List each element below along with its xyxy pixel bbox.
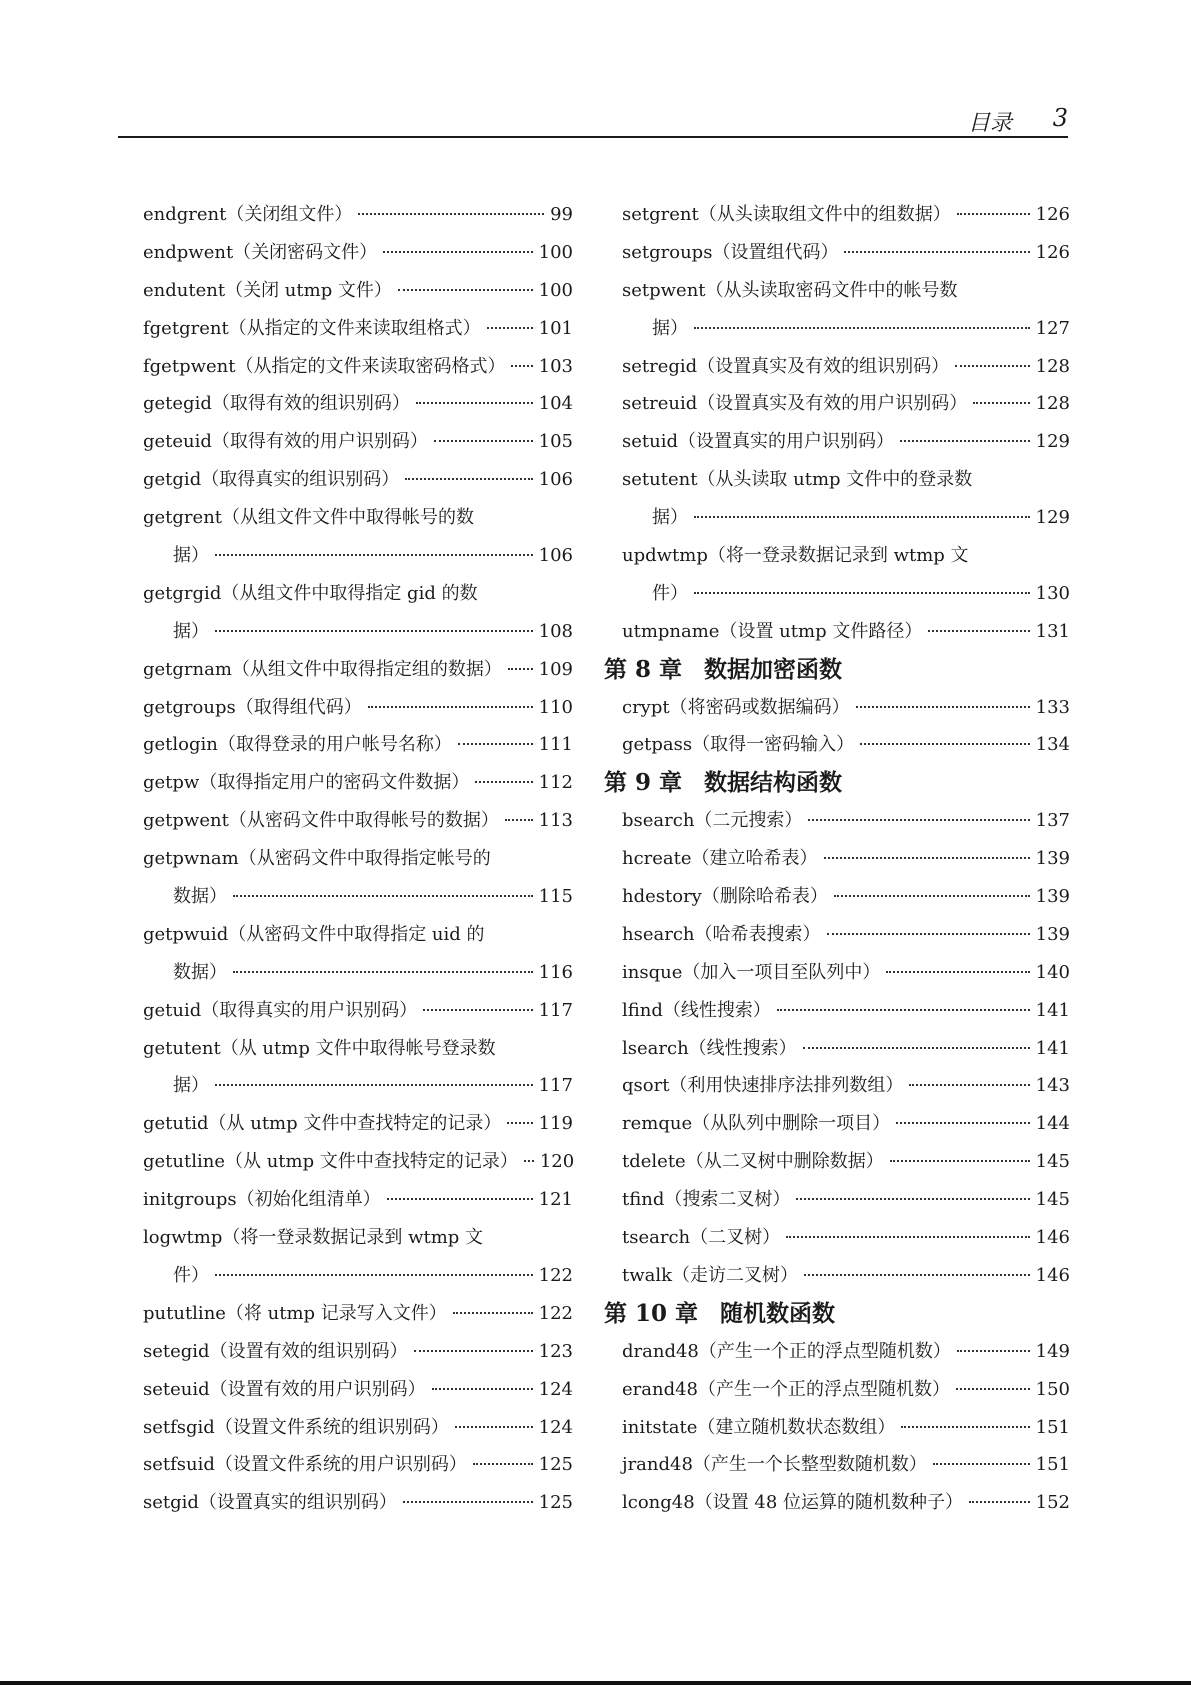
entry-text: getgrent（从组文件文件中取得帐号的数 (143, 507, 475, 529)
toc-entry[interactable] (622, 1446, 1070, 1484)
toc-entry[interactable] (622, 1105, 1070, 1143)
toc-entry[interactable] (143, 1409, 573, 1447)
entry-text: getuid（取得真实的用户识别码） (143, 999, 418, 1021)
toc-entry[interactable] (143, 651, 573, 689)
entry-text: 据） (173, 545, 209, 567)
toc-entry[interactable] (143, 1105, 573, 1143)
entry-text: 件） (652, 582, 688, 604)
dot-leader (824, 856, 1030, 859)
entry-text: getutid（从 utmp 文件中查找特定的记录） (143, 1113, 502, 1135)
entry-text: bsearch（二元搜索） (622, 810, 803, 832)
toc-entry[interactable] (143, 802, 573, 840)
chapter-heading (604, 764, 1070, 802)
toc-entry[interactable] (143, 726, 573, 764)
entry-page-number: 128 (1035, 393, 1070, 415)
entry-page-number: 108 (538, 620, 573, 642)
page-number: 3 (1052, 104, 1068, 132)
dot-leader (973, 401, 1029, 404)
entry-page-number: 119 (538, 1113, 573, 1135)
toc-entry[interactable] (622, 234, 1070, 272)
entry-page-number: 139 (1035, 923, 1070, 945)
dot-leader (777, 1008, 1030, 1011)
toc-entry[interactable] (143, 954, 573, 992)
page-header (118, 100, 1068, 138)
dot-leader (455, 1425, 533, 1428)
dot-leader (453, 1311, 533, 1314)
entry-text: getpwnam（从密码文件中取得指定帐号的 (143, 848, 491, 870)
entry-page-number: 104 (538, 393, 573, 415)
entry-page-number: 124 (538, 1416, 573, 1438)
toc-entry[interactable] (622, 272, 1070, 310)
entry-page-number: 129 (1035, 431, 1070, 453)
entry-text: setutent（从头读取 utmp 文件中的登录数 (622, 469, 973, 491)
header-rule (118, 136, 1068, 138)
entry-page-number: 106 (538, 545, 573, 567)
entry-page-number: 151 (1035, 1416, 1070, 1438)
entry-text: hdestory（删除哈希表） (622, 886, 828, 908)
entry-page-number: 122 (538, 1264, 573, 1286)
toc-entry[interactable] (622, 348, 1070, 386)
entry-text: initstate（建立随机数状态数组） (622, 1416, 896, 1438)
entry-text: getgroups（取得组代码） (143, 696, 362, 718)
dot-leader (524, 1159, 534, 1162)
entry-text: utmpname（设置 utmp 文件路径） (622, 620, 923, 642)
dot-leader (487, 326, 533, 329)
toc-entry[interactable] (143, 423, 573, 461)
dot-leader (508, 667, 533, 670)
entry-text: tfind（搜索二叉树） (622, 1189, 791, 1211)
toc-entry[interactable] (622, 1257, 1070, 1295)
toc-entry[interactable] (622, 1067, 1070, 1105)
entry-page-number: 100 (538, 241, 573, 263)
entry-text: getpwent（从密码文件中取得帐号的数据） (143, 810, 499, 832)
dot-leader (786, 1235, 1030, 1238)
toc-entry[interactable] (622, 499, 1070, 537)
entry-text: 据） (173, 620, 209, 642)
toc-entry[interactable] (143, 1371, 573, 1409)
entry-page-number: 143 (1035, 1075, 1070, 1097)
entry-page-number: 117 (538, 1075, 573, 1097)
toc-right-column (604, 196, 1070, 1522)
dot-leader (928, 629, 1029, 632)
entry-page-number: 116 (538, 961, 573, 983)
entry-page-number: 130 (1035, 582, 1070, 604)
toc-entry[interactable] (143, 992, 573, 1030)
toc-entry[interactable] (143, 878, 573, 916)
entry-page-number: 112 (538, 772, 573, 794)
toc-entry[interactable] (622, 954, 1070, 992)
toc-entry[interactable] (622, 992, 1070, 1030)
entry-page-number: 141 (1035, 1037, 1070, 1059)
toc-entry[interactable] (622, 575, 1070, 613)
chapter-heading (604, 1295, 1070, 1333)
entry-text: getutline（从 utmp 文件中查找特定的记录） (143, 1151, 518, 1173)
entry-text: qsort（利用快速排序法排列数组） (622, 1075, 904, 1097)
entry-text: 据） (652, 317, 688, 339)
chapter-number: 第 9 章 (604, 769, 683, 797)
entry-page-number: 115 (538, 886, 573, 908)
entry-text: fgetgrent（从指定的文件来读取组格式） (143, 317, 481, 339)
entry-text: remque（从队列中删除一项目） (622, 1113, 891, 1135)
toc-entry[interactable] (622, 310, 1070, 348)
dot-leader (215, 1083, 533, 1086)
chapter-title: 数据结构函数 (704, 769, 843, 797)
toc-entry[interactable] (143, 613, 573, 651)
entry-text: endutent（关闭 utmp 文件） (143, 279, 392, 301)
dot-leader (827, 932, 1030, 935)
toc-entry[interactable] (622, 1333, 1070, 1371)
entry-page-number: 134 (1035, 734, 1070, 756)
toc-entry[interactable] (143, 310, 573, 348)
entry-text: setuid（设置真实的用户识别码） (622, 431, 894, 453)
toc-entry[interactable] (143, 499, 573, 537)
entry-text: hcreate（建立哈希表） (622, 848, 818, 870)
entry-page-number: 146 (1035, 1264, 1070, 1286)
entry-page-number: 109 (538, 658, 573, 680)
entry-text: lsearch（线性搜索） (622, 1037, 797, 1059)
toc-entry[interactable] (143, 1219, 573, 1257)
dot-leader (796, 1197, 1029, 1200)
dot-leader (233, 894, 533, 897)
dot-leader (398, 288, 533, 291)
toc-entry[interactable] (622, 916, 1070, 954)
toc-entry[interactable] (143, 1333, 573, 1371)
entry-text: setegid（设置有效的组识别码） (143, 1340, 408, 1362)
dot-leader (473, 1462, 533, 1465)
entry-text: setfsgid（设置文件系统的组识别码） (143, 1416, 449, 1438)
entry-text: lfind（线性搜索） (622, 999, 771, 1021)
dot-leader (957, 212, 1030, 215)
entry-text: endgrent（关闭组文件） (143, 204, 353, 225)
dot-leader (956, 1387, 1030, 1390)
entry-text: getlogin（取得登录的用户帐号名称） (143, 734, 452, 756)
toc-entry[interactable] (622, 1219, 1070, 1257)
entry-text: drand48（产生一个正的浮点型随机数） (622, 1340, 951, 1362)
dot-leader (507, 1121, 532, 1124)
toc-left-column (143, 196, 573, 1522)
entry-text: jrand48（产生一个长整型数随机数） (622, 1454, 927, 1476)
entry-text: setgrent（从头读取组文件中的组数据） (622, 204, 951, 225)
entry-text: setfsuid（设置文件系统的用户识别码） (143, 1454, 467, 1476)
toc-entry[interactable] (143, 537, 573, 575)
dot-leader (933, 1462, 1030, 1465)
toc-entry[interactable] (622, 689, 1070, 727)
dot-leader (383, 250, 532, 253)
entry-page-number: 152 (1035, 1492, 1070, 1514)
entry-text: 数据） (173, 961, 227, 983)
dot-leader (414, 1349, 533, 1352)
entry-text: insque（加入一项目至队列中） (622, 961, 881, 983)
dot-leader (856, 705, 1030, 708)
dot-leader (896, 1121, 1030, 1124)
chapter-title: 随机数函数 (720, 1299, 836, 1327)
dot-leader (505, 818, 533, 821)
entry-text: getgrgid（从组文件中取得指定 gid 的数 (143, 582, 478, 604)
dot-leader (511, 364, 532, 367)
toc-entry[interactable] (143, 1143, 573, 1181)
dot-leader (955, 364, 1029, 367)
entry-text: setreuid（设置真实及有效的用户识别码） (622, 393, 968, 415)
dot-leader (475, 780, 532, 783)
entry-page-number: 120 (539, 1151, 575, 1173)
dot-leader (694, 326, 1030, 329)
dot-leader (803, 1046, 1030, 1049)
entry-text: setregid（设置真实及有效的组识别码） (622, 355, 950, 377)
dot-leader (901, 1425, 1029, 1428)
entry-text: setpwent（从头读取密码文件中的帐号数 (622, 279, 958, 301)
dot-leader (694, 591, 1030, 594)
entry-text: getgid（取得真实的组识别码） (143, 469, 400, 491)
entry-page-number: 137 (1035, 810, 1070, 832)
entry-page-number: 105 (538, 431, 573, 453)
chapter-title: 数据加密函数 (704, 655, 843, 683)
entry-page-number: 150 (1035, 1378, 1070, 1400)
entry-text: 件） (173, 1264, 209, 1286)
entry-text: 据） (652, 507, 688, 529)
entry-page-number: 101 (538, 317, 573, 339)
entry-text: fgetpwent（从指定的文件来读取密码格式） (143, 355, 506, 377)
toc-entry[interactable] (143, 196, 573, 234)
entry-page-number: 121 (538, 1189, 573, 1211)
dot-leader (844, 250, 1029, 253)
toc-entry[interactable] (622, 802, 1070, 840)
entry-page-number: 126 (1035, 241, 1070, 263)
entry-page-number: 103 (538, 355, 573, 377)
entry-text: getgrnam（从组文件中取得指定组的数据） (143, 658, 502, 680)
entry-text: tsearch（二叉树） (622, 1227, 781, 1249)
toc-entry[interactable] (143, 840, 573, 878)
entry-text: 数据） (173, 886, 227, 908)
entry-page-number: 145 (1035, 1151, 1070, 1173)
dot-leader (886, 970, 1029, 973)
toc-entry[interactable] (622, 1030, 1070, 1068)
toc-entry[interactable] (143, 575, 573, 613)
dot-leader (860, 742, 1030, 745)
entry-page-number: 99 (550, 204, 573, 225)
entry-text: twalk（走访二叉树） (622, 1264, 799, 1286)
entry-text: seteuid（设置有效的用户识别码） (143, 1378, 426, 1400)
bottom-border (0, 1681, 1191, 1685)
toc-entry[interactable] (622, 423, 1070, 461)
entry-page-number: 146 (1035, 1227, 1070, 1249)
toc-entry[interactable] (143, 764, 573, 802)
dot-leader (900, 439, 1030, 442)
toc-entry[interactable] (622, 1484, 1070, 1522)
dot-leader (694, 515, 1030, 518)
dot-leader (969, 1500, 1030, 1503)
dot-leader (387, 1197, 533, 1200)
entry-page-number: 131 (1035, 620, 1070, 642)
dot-leader (957, 1349, 1030, 1352)
entry-page-number: 128 (1035, 355, 1070, 377)
entry-page-number: 129 (1035, 507, 1070, 529)
entry-text: crypt（将密码或数据编码） (622, 696, 850, 718)
dot-leader (434, 439, 533, 442)
entry-text: setgid（设置真实的组识别码） (143, 1492, 397, 1514)
entry-page-number: 113 (538, 810, 573, 832)
entry-page-number: 125 (538, 1454, 573, 1476)
entry-text: getegid（取得有效的组识别码） (143, 393, 410, 415)
entry-page-number: 122 (538, 1302, 573, 1324)
chapter-number: 第 8 章 (604, 655, 683, 683)
dot-leader (808, 818, 1029, 821)
dot-leader (403, 1500, 533, 1503)
toc-entry[interactable] (143, 348, 573, 386)
toc-entry[interactable] (143, 689, 573, 727)
dot-leader (215, 1273, 533, 1276)
running-title: 目录 (967, 111, 1012, 136)
entry-page-number: 151 (1035, 1454, 1070, 1476)
toc-entry[interactable] (143, 1181, 573, 1219)
dot-leader (834, 894, 1030, 897)
entry-page-number: 133 (1035, 696, 1070, 718)
dot-leader (358, 212, 544, 215)
entry-text: hsearch（哈希表搜索） (622, 923, 821, 945)
entry-page-number: 106 (538, 469, 573, 491)
entry-page-number: 144 (1035, 1113, 1070, 1135)
toc-entry[interactable] (143, 1030, 573, 1068)
entry-page-number: 124 (538, 1378, 573, 1400)
toc-entry[interactable] (143, 1484, 573, 1522)
chapter-number: 第 10 章 (604, 1299, 699, 1327)
toc-entry[interactable] (622, 196, 1070, 234)
entry-text: tdelete（从二叉树中删除数据） (622, 1151, 884, 1173)
entry-page-number: 141 (1035, 999, 1070, 1021)
entry-page-number: 127 (1035, 317, 1070, 339)
toc-entry[interactable] (622, 1409, 1070, 1447)
entry-text: endpwent（关闭密码文件） (143, 241, 378, 263)
dot-leader (368, 705, 533, 708)
entry-text: pututline（将 utmp 记录写入文件） (143, 1302, 447, 1324)
dot-leader (432, 1387, 533, 1390)
dot-leader (458, 742, 533, 745)
entry-page-number: 145 (1035, 1189, 1070, 1211)
toc-entry[interactable] (622, 1181, 1070, 1219)
entry-text: lcong48（设置 48 位运算的随机数种子） (622, 1492, 964, 1514)
toc-entry[interactable] (622, 878, 1070, 916)
toc-entry[interactable] (622, 1143, 1070, 1181)
dot-leader (405, 477, 532, 480)
toc-entry[interactable] (622, 537, 1070, 575)
dot-leader (909, 1083, 1029, 1086)
toc-entry[interactable] (143, 1257, 573, 1295)
entry-text: initgroups（初始化组清单） (143, 1189, 381, 1211)
toc-entry[interactable] (622, 385, 1070, 423)
entry-text: logwtmp（将一登录数据记录到 wtmp 文 (143, 1227, 484, 1249)
entry-page-number: 100 (538, 279, 573, 301)
entry-text: getpw（取得指定用户的密码文件数据） (143, 772, 470, 794)
entry-text: getpass（取得一密码输入） (622, 734, 855, 756)
dot-leader (416, 401, 533, 404)
dot-leader (804, 1273, 1030, 1276)
entry-page-number: 149 (1035, 1340, 1070, 1362)
entry-page-number: 125 (538, 1492, 573, 1514)
entry-page-number: 123 (538, 1340, 573, 1362)
toc-entry[interactable] (622, 461, 1070, 499)
entry-page-number: 139 (1035, 848, 1070, 870)
entry-text: updwtmp（将一登录数据记录到 wtmp 文 (622, 545, 969, 567)
toc-entry[interactable] (143, 1295, 573, 1333)
entry-page-number: 117 (538, 999, 573, 1021)
toc-entry[interactable] (143, 1067, 573, 1105)
entry-text: erand48（产生一个正的浮点型随机数） (622, 1378, 951, 1400)
toc-entry[interactable] (143, 272, 573, 310)
toc-entry[interactable] (622, 613, 1070, 651)
dot-leader (233, 970, 533, 973)
dot-leader (423, 1008, 532, 1011)
dot-leader (890, 1159, 1030, 1162)
entry-page-number: 139 (1035, 886, 1070, 908)
chapter-heading (604, 651, 1070, 689)
entry-page-number: 140 (1035, 961, 1070, 983)
entry-text: 据） (173, 1075, 209, 1097)
toc-entry[interactable] (622, 1371, 1070, 1409)
toc-entry[interactable] (143, 234, 573, 272)
entry-text: setgroups（设置组代码） (622, 241, 839, 263)
toc-entry[interactable] (622, 840, 1070, 878)
toc-entry[interactable] (143, 461, 573, 499)
entry-text: getpwuid（从密码文件中取得指定 uid 的 (143, 923, 485, 945)
toc-entry[interactable] (143, 1446, 573, 1484)
entry-page-number: 126 (1035, 204, 1070, 225)
toc-entry[interactable] (143, 916, 573, 954)
dot-leader (215, 629, 533, 632)
dot-leader (215, 553, 533, 556)
entry-text: geteuid（取得有效的用户识别码） (143, 431, 428, 453)
entry-page-number: 110 (538, 696, 573, 718)
entry-page-number: 111 (538, 734, 573, 756)
toc-entry[interactable] (143, 385, 573, 423)
entry-text: getutent（从 utmp 文件中取得帐号登录数 (143, 1037, 496, 1059)
toc-entry[interactable] (622, 726, 1070, 764)
